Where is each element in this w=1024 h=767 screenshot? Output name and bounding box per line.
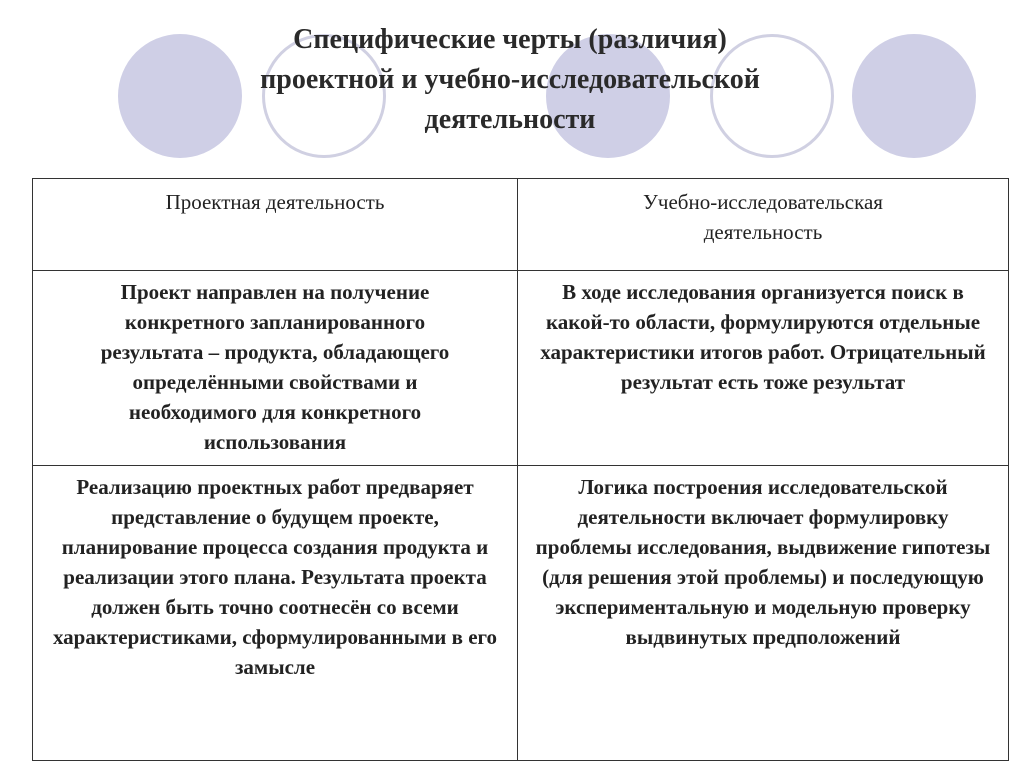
cell-text: Логика построения исследовательской деятельности включает формулировку проблемы исследования, выдвижение гипотезы (для решения этой проблемы) и последующую экспериментальную и модельную проверку выдвинутых предположений: [535, 475, 991, 649]
header-label: Учебно-исследовательская деятельность: [643, 190, 883, 244]
decorative-circle-filled: [852, 34, 976, 158]
table-row: [33, 466, 1009, 761]
table-cell: [33, 466, 518, 761]
title-line-2: проектной и учебно-исследовательской: [260, 64, 760, 95]
table-header-row: [33, 179, 1009, 271]
table-cell: [33, 271, 518, 466]
table-row: [33, 271, 1009, 466]
table-cell: [518, 466, 1009, 761]
table-cell: [518, 271, 1009, 466]
header-research-activity: [518, 179, 1009, 271]
cell-text: Реализацию проектных работ предваряет представление о будущем проекте, планирование процесса создания продукта и реализации этого плана. Результата проекта должен быть точно соотнесён со всеми характеристиками, сформулированными в его замысле: [52, 475, 498, 679]
comparison-table: [32, 178, 1009, 761]
header-project-activity: [33, 179, 518, 271]
cell-text: Проект направлен на получение конкретного запланированного результата – продукта, обладающего определёнными свойствами и необходимого для конкретного использования: [100, 280, 450, 454]
cell-text: В ходе исследования организуется поиск в какой-то области, формулируются отдельные характеристики итогов работ. Отрицательный результат есть тоже результат: [540, 280, 986, 394]
title-line-1: Специфические черты (различия): [293, 24, 727, 55]
header-label: Проектная деятельность: [165, 190, 385, 214]
title-line-3: деятельности: [424, 104, 596, 135]
slide-title: [160, 20, 860, 140]
